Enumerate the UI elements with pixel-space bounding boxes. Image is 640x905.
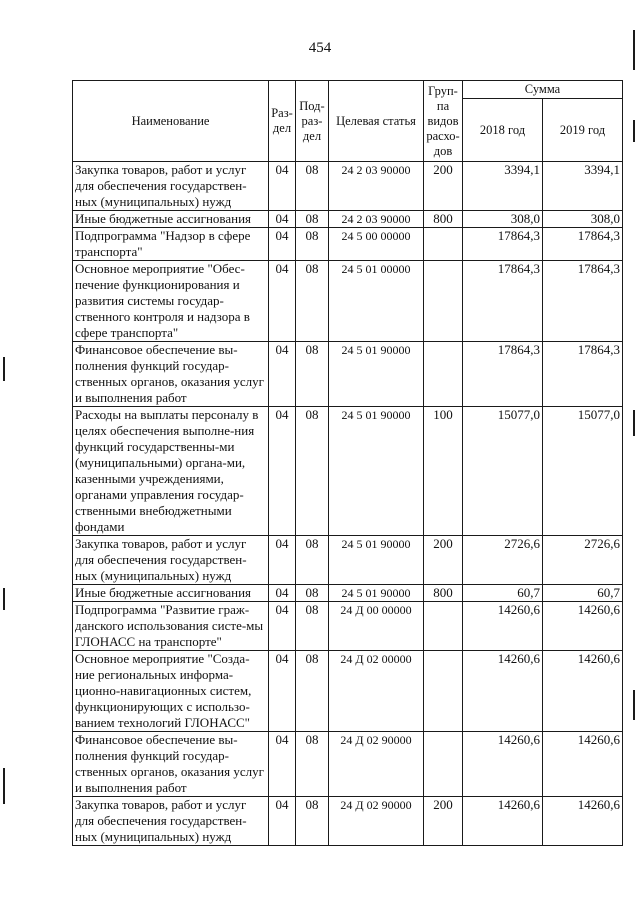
row-article-cell: 24 2 03 90000 [329,162,424,211]
row-article-cell: 24 5 01 00000 [329,261,424,342]
row-group-cell [424,228,463,261]
row-section-cell: 04 [269,732,296,797]
row-name-cell: Финансовое обеспечение вы-полнения функций государ-ственных органов, оказания услуг и выполнения работ [73,342,269,407]
row-sum-2019-cell: 15077,0 [543,407,623,536]
row-article-cell: 24 Д 02 00000 [329,651,424,732]
row-sum-2018-cell: 14260,6 [463,602,543,651]
row-section-cell: 04 [269,342,296,407]
row-sum-2018-cell: 15077,0 [463,407,543,536]
row-section-cell: 04 [269,407,296,536]
row-subsection-cell: 08 [296,228,329,261]
row-section-cell: 04 [269,536,296,585]
row-sum-2019-cell: 14260,6 [543,797,623,846]
row-article-cell: 24 5 01 90000 [329,536,424,585]
row-sum-2018-cell: 2726,6 [463,536,543,585]
table-row [73,797,623,846]
row-article-cell: 24 5 01 90000 [329,585,424,602]
row-group-cell: 800 [424,211,463,228]
table-row [73,211,623,228]
row-group-cell: 100 [424,407,463,536]
row-article-cell: 24 Д 00 00000 [329,602,424,651]
row-name-cell: Иные бюджетные ассигнования [73,211,269,228]
row-section-cell: 04 [269,162,296,211]
row-sum-2018-cell: 14260,6 [463,797,543,846]
scan-edge-mark [3,357,5,381]
row-section-cell: 04 [269,602,296,651]
scan-edge-mark [633,120,635,142]
row-sum-2018-cell: 17864,3 [463,228,543,261]
row-article-cell: 24 5 01 90000 [329,407,424,536]
row-subsection-cell: 08 [296,602,329,651]
row-name-cell: Расходы на выплаты персоналу в целях обеспечения выполне-ния функций государственны-ми (муниципальными) органа-ми, казенными учреждениями, органами управления государ-ственными внебюджетными фондами [73,407,269,536]
row-name-cell: Основное мероприятие "Обес-печение функционирования и развития системы государ-ственного контроля и надзора в сфере транспорта" [73,261,269,342]
row-sum-2018-cell: 17864,3 [463,261,543,342]
table-row [73,228,623,261]
row-section-cell: 04 [269,585,296,602]
header-subsection: Под-раз-дел [296,81,329,162]
row-group-cell [424,342,463,407]
row-article-cell: 24 Д 02 90000 [329,797,424,846]
table-row [73,732,623,797]
scan-edge-mark [633,410,635,436]
row-section-cell: 04 [269,797,296,846]
table-row [73,585,623,602]
row-subsection-cell: 08 [296,407,329,536]
row-section-cell: 04 [269,261,296,342]
scan-edge-mark [3,768,5,804]
header-year-2019: 2019 год [543,99,623,162]
row-group-cell [424,732,463,797]
row-section-cell: 04 [269,651,296,732]
table-row [73,261,623,342]
row-sum-2018-cell: 3394,1 [463,162,543,211]
row-article-cell: 24 5 00 00000 [329,228,424,261]
row-subsection-cell: 08 [296,585,329,602]
row-section-cell: 04 [269,228,296,261]
table-row [73,602,623,651]
row-sum-2019-cell: 308,0 [543,211,623,228]
row-article-cell: 24 Д 02 90000 [329,732,424,797]
row-name-cell: Закупка товаров, работ и услуг для обеспечения государствен-ных (муниципальных) нужд [73,797,269,846]
row-group-cell: 200 [424,162,463,211]
row-section-cell: 04 [269,211,296,228]
header-expense-group: Груп-па видов расхо-дов [424,81,463,162]
row-name-cell: Финансовое обеспечение вы-полнения функций государ-ственных органов, оказания услуг и выполнения работ [73,732,269,797]
page-number: 454 [308,40,332,56]
row-article-cell: 24 2 03 90000 [329,211,424,228]
header-sum: Сумма [463,81,623,99]
header-name: Наименование [73,81,269,162]
header-row [73,81,623,99]
row-sum-2018-cell: 17864,3 [463,342,543,407]
row-name-cell: Закупка товаров, работ и услуг для обеспечения государствен-ных (муниципальных) нужд [73,536,269,585]
row-subsection-cell: 08 [296,261,329,342]
row-sum-2018-cell: 60,7 [463,585,543,602]
row-name-cell: Подпрограмма "Развитие граж-данского использования систе-мы ГЛОНАСС на транспорте" [73,602,269,651]
table-row [73,162,623,211]
header-section: Раз-дел [269,81,296,162]
row-subsection-cell: 08 [296,797,329,846]
row-name-cell: Подпрограмма "Надзор в сфере транспорта" [73,228,269,261]
row-sum-2019-cell: 14260,6 [543,651,623,732]
row-group-cell [424,602,463,651]
scan-edge-mark [633,30,635,70]
row-group-cell [424,651,463,732]
row-subsection-cell: 08 [296,732,329,797]
row-group-cell: 200 [424,536,463,585]
row-sum-2019-cell: 2726,6 [543,536,623,585]
row-sum-2018-cell: 14260,6 [463,651,543,732]
row-sum-2019-cell: 60,7 [543,585,623,602]
row-sum-2018-cell: 308,0 [463,211,543,228]
row-subsection-cell: 08 [296,162,329,211]
row-sum-2019-cell: 17864,3 [543,342,623,407]
row-subsection-cell: 08 [296,211,329,228]
row-group-cell [424,261,463,342]
header-year-2018: 2018 год [463,99,543,162]
row-subsection-cell: 08 [296,536,329,585]
row-sum-2019-cell: 14260,6 [543,602,623,651]
row-name-cell: Закупка товаров, работ и услуг для обеспечения государствен-ных (муниципальных) нужд [73,162,269,211]
row-name-cell: Основное мероприятие "Созда-ние региональных информа-ционно-навигационных систем, функционирующих с использо-ванием технологий ГЛОНАСС" [73,651,269,732]
row-sum-2019-cell: 17864,3 [543,228,623,261]
row-name-cell: Иные бюджетные ассигнования [73,585,269,602]
budget-table [72,80,623,846]
row-article-cell: 24 5 01 90000 [329,342,424,407]
row-group-cell: 800 [424,585,463,602]
table-row [73,407,623,536]
header-target-article: Целевая статья [329,81,424,162]
scan-edge-mark [633,690,635,720]
row-subsection-cell: 08 [296,651,329,732]
row-sum-2018-cell: 14260,6 [463,732,543,797]
row-subsection-cell: 08 [296,342,329,407]
table-row [73,536,623,585]
row-sum-2019-cell: 14260,6 [543,732,623,797]
table-row [73,342,623,407]
scan-edge-mark [3,588,5,610]
table-row [73,651,623,732]
row-sum-2019-cell: 3394,1 [543,162,623,211]
row-sum-2019-cell: 17864,3 [543,261,623,342]
row-group-cell: 200 [424,797,463,846]
